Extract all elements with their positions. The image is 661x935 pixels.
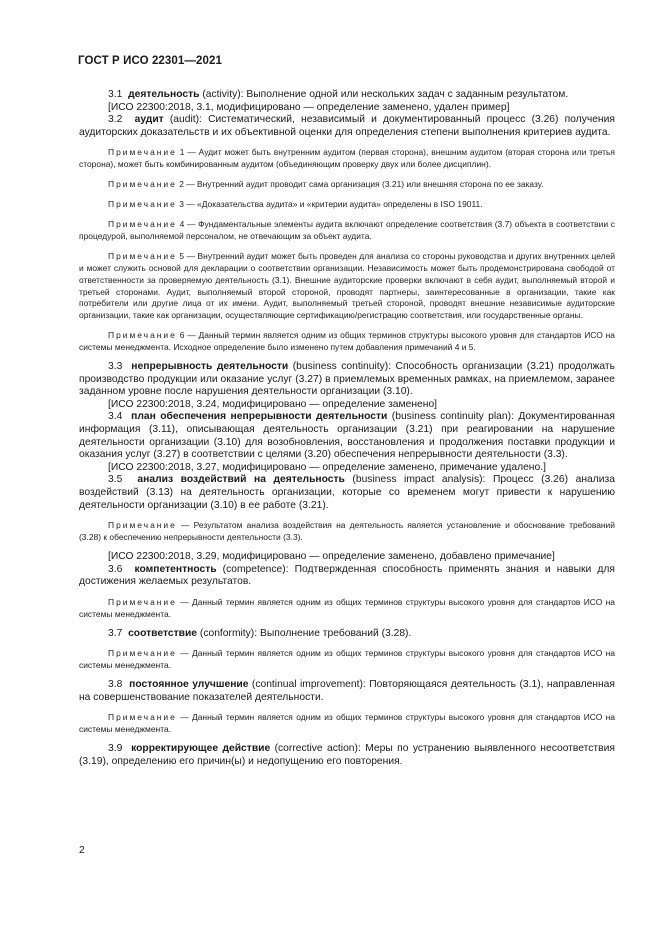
source-reference: [ИСО 22300:2018, 3.24, модифицировано — определение заменено] bbox=[108, 398, 438, 410]
note: Примечание 5 — Внутренний аудит может быть проведен для анализа со стороны руководства и других внутренних целей и может служить основой для декларации о соответствии организации. Независимость может быть продемонстрирована свободой от ответственности за проверяемую деятельность (3.1). Внешние аудиторские проверки включают в себя аудит, выполняемый второй и третьей сторонами. Аудит, выполняемый второй стороной, проводят партнеры, заинтересованные в организации, такие как потребители или другие лица от их имени. Аудит, выполняемый третьей стороной, проводят внешние независимые аудиторские организации, такие как организации, осуществляющие сертификацию/регистрацию соответствия, или государственные органы. bbox=[79, 250, 615, 321]
note: Примечание — Данный термин является одним из общих терминов структуры высокого уровня для стандартов ИСО на системы менеджмента. bbox=[79, 596, 615, 619]
term-entry-3-1: 3.1 деятельность (activity): Выполнение одной или нескольких задач с заданным результатом. bbox=[108, 89, 569, 100]
source-reference: [ИСО 22300:2018, 3.1, модифицировано — определение заменено, удален пример] bbox=[108, 101, 510, 113]
term-entry-3-4: 3.4 план обеспечения непрерывности деятельности (business continuity plan): Документированная информация (3.11), описывающая деятельность организации (3.21) при реагировании на нарушение деятельности организации (3.10) для возобновления, восстановления и продолжения поставки продукции и оказания услуг (3.27) в соответствии с целями (3.20) обеспечения непрерывности деятельности (3.3). bbox=[79, 411, 615, 461]
source-reference: [ИСО 22300:2018, 3.27, модифицировано — определение заменено, примечание удалено.] bbox=[108, 461, 546, 473]
term-entry-3-7: 3.7 соответствие (conformity): Выполнение требований (3.28). bbox=[108, 627, 412, 639]
note: Примечание — Результатом анализа воздействия на деятельность является установление и обоснование требований (3.28) к обеспечению непрерывности деятельности (3.3). bbox=[79, 520, 615, 543]
term-entry-3-6: 3.6 компетентность (competence): Подтвержденная способность применять знания и навыки для достижения желаемых результатов. bbox=[79, 563, 615, 588]
note: Примечание 4 — Фундаментальные элементы аудита включают определение соответствия (3.7) объекта в соответствии с процедурой, выполняемой персоналом, не отвечающим за объект аудита. bbox=[79, 219, 615, 241]
term-entry-3-2: 3.2 аудит (audit): Систематический, независимый и документированный процесс (3.26) получения аудиторских доказательств и их объективной оценки для определения степени выполнения критериев аудита. bbox=[79, 114, 615, 138]
page-number: 2 bbox=[79, 844, 85, 856]
note: Примечание — Данный термин является одним из общих терминов структуры высокого уровня для стандартов ИСО на системы менеджмента. bbox=[79, 648, 615, 671]
note: Примечание 1 — Аудит может быть внутренним аудитом (первая сторона), внешним аудитом (вторая сторона или третья сторона), может быть комбинированным аудитом (объединяющим проверку двух или более дисциплин). bbox=[79, 147, 615, 170]
note: Примечание 6 — Данный термин является одним из общих терминов структуры высокого уровня для стандартов ИСО на системы менеджмента. Исходное определение было изменено путем добавления примечаний 4 и 5. bbox=[79, 330, 615, 353]
source-reference: [ИСО 22300:2018, 3.29, модифицировано — определение заменено, добавлено примечание] bbox=[108, 551, 555, 562]
term-entry-3-3: 3.3 непрерывность деятельности (business continuity): Способность организации (3.21) продолжать производство продукции или оказание услуг (3.27) в приемлемых временных рамках, на приемлемом, заранее заданном уровне после нарушения деятельности организации (3.10). bbox=[79, 361, 615, 398]
term-entry-3-8: 3.8 постоянное улучшение (continual improvement): Повторяющаяся деятельность (3.1), направленная на совершенствование показателей деятельности. bbox=[79, 679, 615, 703]
note: Примечание 3 — «Доказательства аудита» и «критерии аудита» определены в ISO 19011. bbox=[108, 199, 483, 210]
term-entry-3-5: 3.5 анализ воздействий на деятельность (business impact analysis): Процесс (3.26) анализа воздействий (3.13) на деятельность организации, которые со временем могут привести к нарушению деятельности организации (3.10) в ее работе (3.21). bbox=[79, 474, 615, 511]
term-entry-3-9: 3.9 корректирующее действие (corrective action): Меры по устранению выявленного несоответствия (3.19), определению его причин(ы) и недопущению его повторения. bbox=[79, 743, 615, 767]
note: Примечание — Данный термин является одним из общих терминов структуры высокого уровня для стандартов ИСО на системы менеджмента. bbox=[79, 712, 615, 735]
document-header: ГОСТ Р ИСО 22301—2021 bbox=[78, 55, 223, 67]
note: Примечание 2 — Внутренний аудит проводит сама организация (3.21) или внешняя сторона по ее заказу. bbox=[108, 179, 544, 190]
document-body bbox=[79, 89, 615, 768]
